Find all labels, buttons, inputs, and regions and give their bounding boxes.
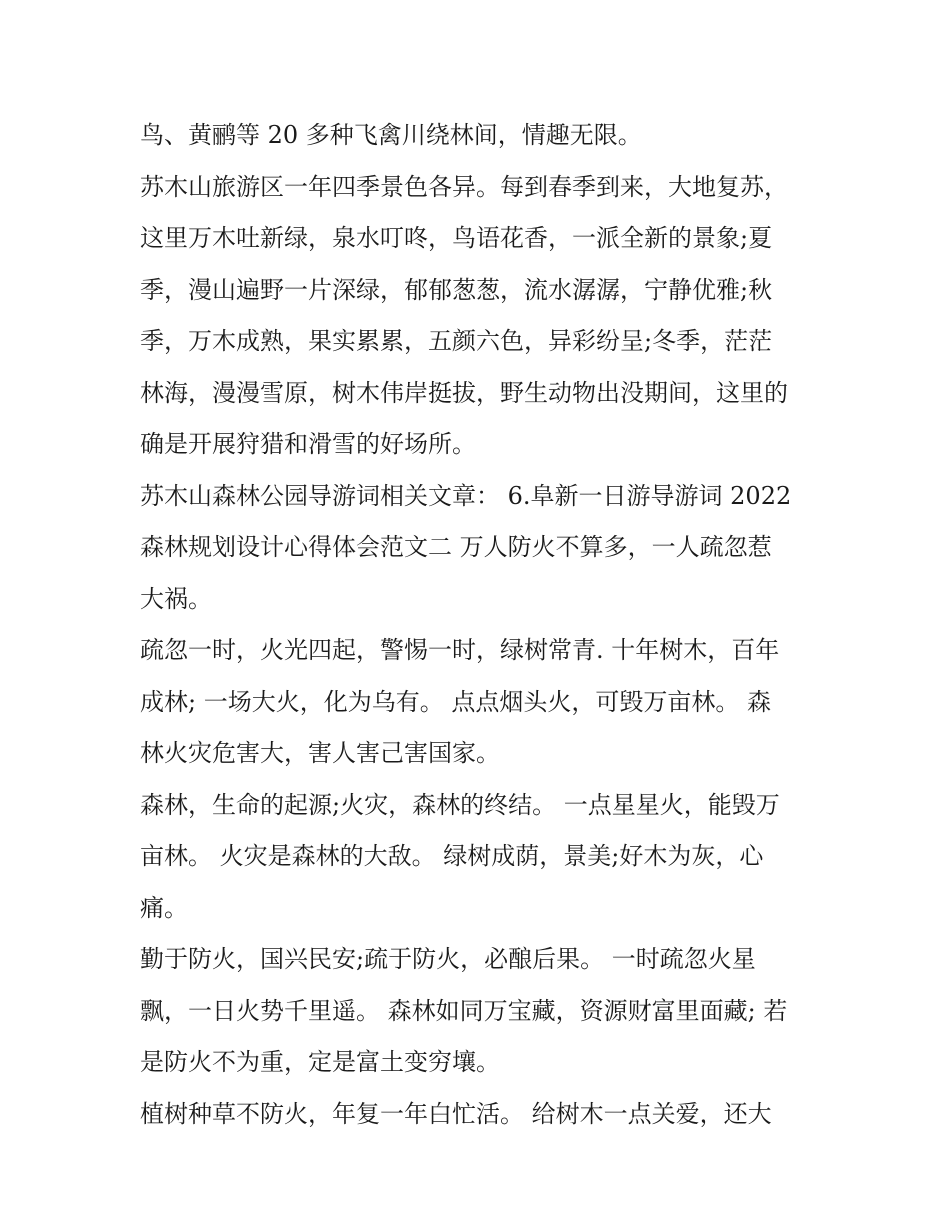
text-line: 飘，一日火势千里遥。 森林如同万宝藏，资源财富里面藏; 若 <box>140 996 788 1025</box>
text-line: 鸟、黄鹂等 20 多种飞禽川绕林间，情趣无限。 <box>140 121 642 149</box>
document-body <box>140 110 820 1140</box>
text-line: 苏木山旅游区一年四季景色各异。每到春季到来，大地复苏， <box>140 172 788 201</box>
text-line: 季，漫山遍野一片深绿，郁郁葱葱，流水潺潺，宁静优雅;秋 <box>140 275 773 304</box>
text-line: 林火灾危害大，害人害己害国家。 <box>140 739 500 767</box>
text-line: 成林; 一场大火，化为乌有。 点点烟头火，可毁万亩林。 森 <box>140 687 771 716</box>
text-line: 森林，生命的起源;火灾，森林的终结。 一点星星火，能毁万 <box>140 790 780 819</box>
text-line: 是防火不为重，定是富土变穷壤。 <box>140 1048 500 1076</box>
text-line: 林海，漫漫雪原，树木伟岸挺拔，野生动物出没期间，这里的 <box>140 378 788 407</box>
text-line: 疏忽一时，火光四起，警惕一时，绿树常青. 十年树木，百年 <box>140 636 780 664</box>
text-line: 植树种草不防火，年复一年白忙活。 给树木一点关爱，还大 <box>140 1099 772 1128</box>
text-line: 勤于防火，国兴民安;疏于防火，必酿后果。 一时疏忽火星 <box>140 945 756 973</box>
text-line: 痛。 <box>140 893 188 922</box>
text-line: 这里万木吐新绿，泉水叮咚，鸟语花香，一派全新的景象;夏 <box>140 224 773 252</box>
text-line: 季，万木成熟，果实累累，五颜六色，异彩纷呈;冬季，茫茫 <box>140 327 773 355</box>
text-line: 森林规划设计心得体会范文二 万人防火不算多，一人疏忽惹 <box>140 533 772 561</box>
text-line: 苏木山森林公园导游词相关文章： 6.阜新一日游导游词 2022 <box>140 481 792 510</box>
text-line: 确是开展狩猎和滑雪的好场所。 <box>140 430 476 458</box>
text-line: 大祸。 <box>140 584 212 613</box>
text-line: 亩林。 火灾是森林的大敌。 绿树成荫，景美;好木为灰，心 <box>140 842 764 870</box>
